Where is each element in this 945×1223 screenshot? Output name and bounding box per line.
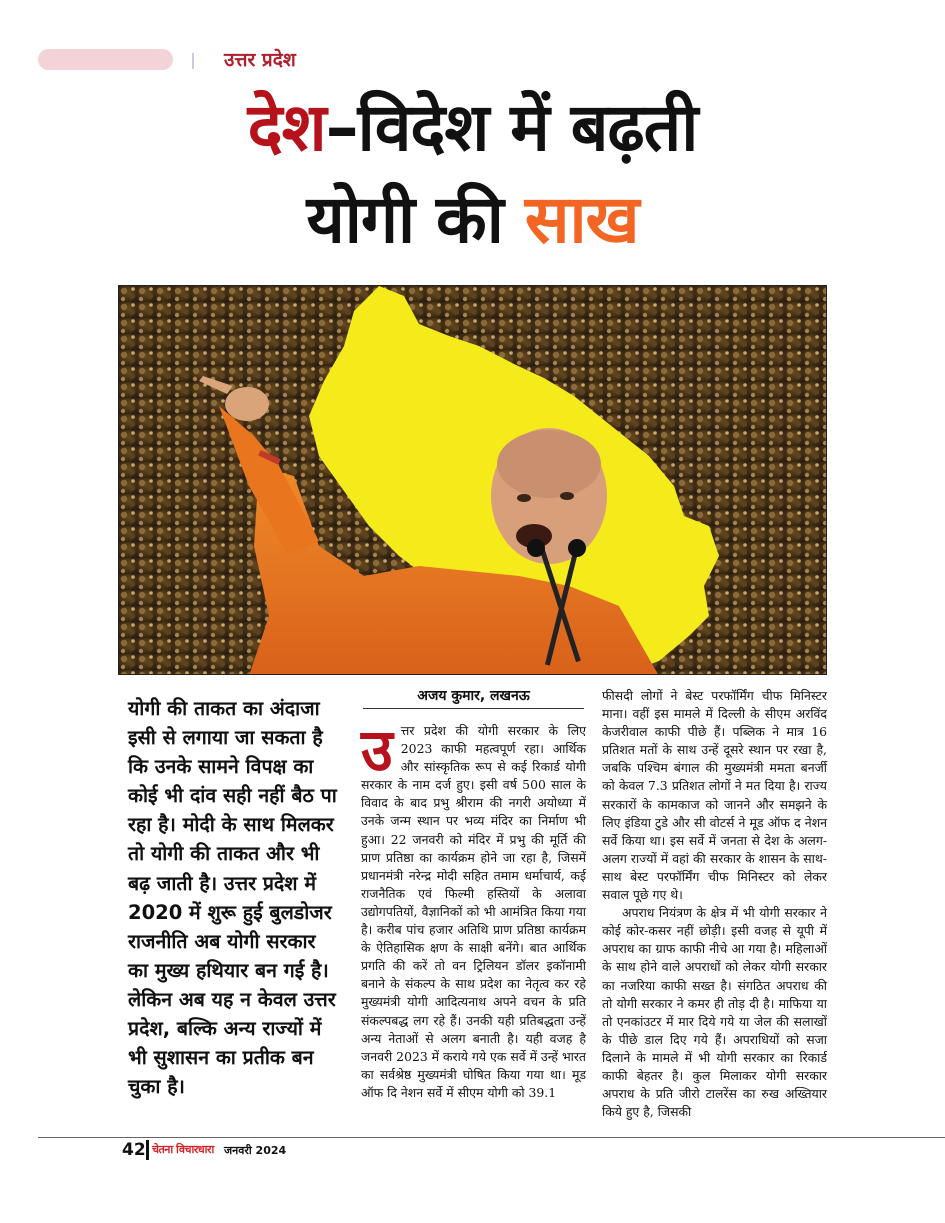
hero-illustration [119,286,827,675]
footer-rule [38,1137,945,1138]
page-number: 42 [122,1140,146,1160]
microphone-2 [568,539,586,557]
section-label: उत्तर प्रदेश [224,49,296,71]
article-col1-text: त्तर प्रदेश की योगी सरकार के लिए 2023 काफी महत्वपूर्ण रहा। आर्थिक और सांस्कृतिक रूप से कई रिकार्ड योगी सरकार के नाम दर्ज हुए। इसी वर्ष 500 साल के विवाद के बाद प्रभु श्रीराम की नगरी अयोध्या में उनके जन्म स्थान पर भव्य मंदिर का निर्माण भी हुआ। 22 जनवरी को मंदिर में प्रभु की मूर्ति की प्राण प्रतिष्ठा का कार्यक्रम होने जा रहा है, जिसमें प्रधानमंत्री नरेन्द्र मोदी सहित तमाम धर्माचार्य, कई राजनैतिक एवं फिल्मी हस्तियों के अलावा उद्योगपतियों, वैज्ञानिकों को भी आमंत्रित किया गया है। करीब पांच हजार अतिथि प्राण प्रतिष्ठा कार्यक्रम के ऐतिहासिक क्षण के साक्षी बनेंगे। बात आर्थिक प्रगति की करें तो वन ट्रिलियन डॉलर इकॉनामी बनाने के संकल्प के साथ प्रदेश का नेतृत्व कर रहे मुख्यमंत्री योगी आदित्यनाथ अपने वचन के प्रति संकल्पबद्ध लग रहे हैं। उनकी यही प्रतिबद्धता उन्हें अन्य नेताओं से अलग बनाती है। यही वजह है जनवरी 2023 में कराये गये एक सर्वे में उन्हें भारत का सर्वश्रेष्ठ मुख्यमंत्री घोषित किया गया था। मूड ऑफ दि नेशन सर्वे में सीएम योगी को 39.1 [361,723,586,1100]
headline-line-1 [0,82,945,174]
article-col2-paragraph-2: अपराध नियंत्रण के क्षेत्र में भी योगी सरकार ने कोई कोर-कसर नहीं छोड़ी। इसी वजह से यूपी में अपराध का ग्राफ काफी नीचे आ गया है। महिलाओं के साथ होने वाले अपराधों को लेकर योगी सरकार का नजरिया काफी सख्त है। संगठित अपराध की तो योगी सरकार ने कमर ही तोड़ दी है। माफिया या तो एनकांउटर में मार दिये गये या जेल की सलाखों के पीछे डाल दिए गये हैं। अपराधियों को सजा दिलाने के मामले में भी योगी सरकार का रिकार्ड काफी बेहतर है। कुल मिलाकर योगी सरकार अपराध के प्रति जीरो टालरेंस का रुख अख्तियार किये हुए है, जिसकी [602,905,827,1120]
headline-line2-black: योगी की [306,181,525,258]
right-eye [560,492,574,500]
article-column-1 [361,716,586,1102]
headline-orange-word: साख [524,181,639,258]
article-column-2 [602,687,827,1121]
issue-date: जनवरी 2024 [224,1144,287,1157]
byline: अजय कुमार, लखनऊ [363,686,584,709]
microphone-1 [527,539,545,557]
pull-quote: योगी की ताकत का अंदाजा इसी से लगाया जा सकता है कि उनके सामने विपक्ष का कोई भी दांव सही नहीं बैठ पा रहा है। मोदी के साथ मिलकर तो योगी की ताकत और भी बढ़ जाती है। उत्तर प्रदेश में 2020 में शुरू हुई बुलडोजर राजनीति अब योगी सरकार का मुख्य हथियार बन गई है। लेकिन अब यह न केवल उत्तर प्रदेश, बल्कि अन्य राज्यों में भी सुशासन का प्रतीक बन चुका है। [128,697,337,1099]
left-eye [517,494,531,502]
drop-cap: उ [361,716,393,784]
magazine-brand: चेतना विचारधारा [152,1143,214,1156]
speaker-scalp [497,430,601,498]
article-col2-paragraph-1: फीसदी लोगों ने बेस्ट परफॉर्मिंग चीफ मिनिस्टर माना। वहीं इस मामले में दिल्ली के सीएम अरविंद केजरीवाल काफी पीछे हैं। पब्लिक ने मात्र 16 प्रतिशत मतों के साथ उन्हें दूसरे स्थान पर रखा है, जबकि पश्चिम बंगाल की मुख्यमंत्री ममता बनर्जी को केवल 7.3 प्रतिशत लोगों ने मत दिया है। राज्य सरकारों के कामकाज को जानने और समझने के लिए इंडिया टुडे और सी वोटर्स ने मूड ऑफ द नेशन सर्वे किया था। इस सर्वे में जनता से देश के अलग-अलग राज्यों में वहां की सरकार के शासन के साथ-साथ बेस्ट परफॉर्मिंग चीफ मिनिस्टर को लेकर सवाल पूछे गए थे। [602,688,827,903]
headline-line1-rest: –विदेश में बढ़ती [325,89,698,166]
footer-bar [146,1140,149,1160]
article-paragraph [361,716,586,1102]
hero-image [118,285,827,675]
header-pill [38,49,173,70]
headline-red-word: देश [247,89,326,166]
headline-line-2 [0,174,945,266]
header-divider [192,53,194,69]
hand [225,387,269,421]
headline [0,82,945,266]
